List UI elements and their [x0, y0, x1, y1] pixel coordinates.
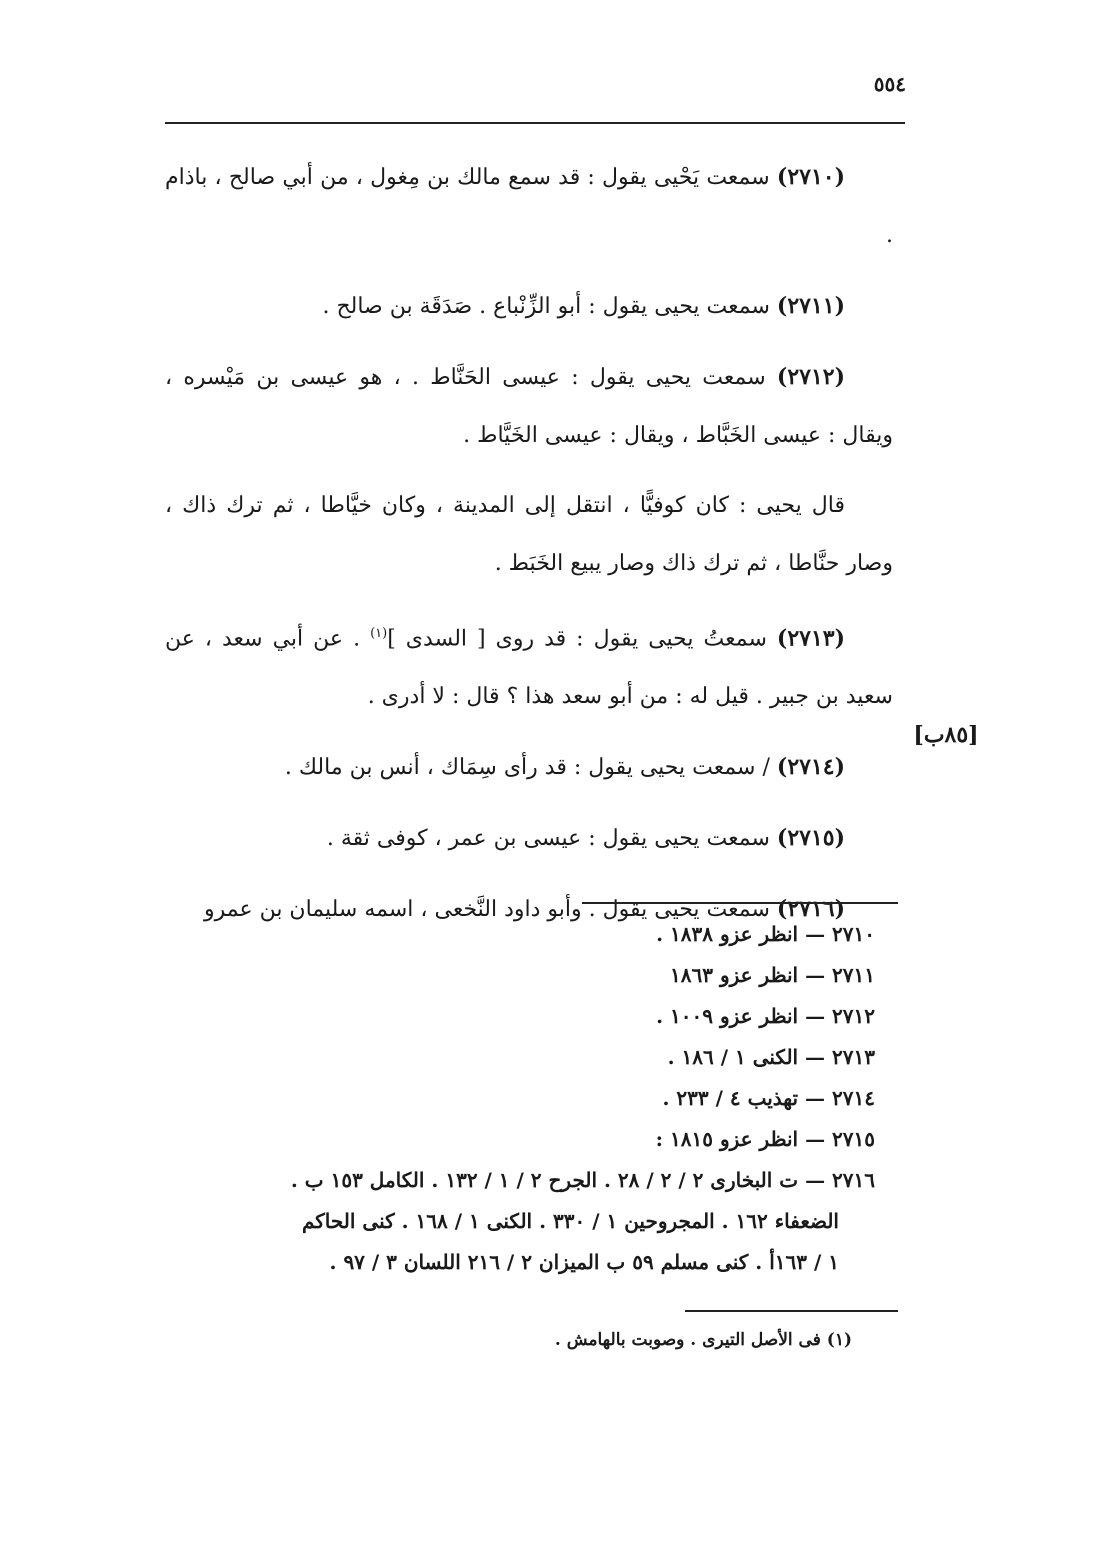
- paragraph-yahya-said: قال يحيى : كان كوفيًّا ، انتقل إلى المدينة ، وكان خيَّاطا ، ثم ترك ذاك ، وصار حنَّاطا ، ثم ترك ذاك وصار يبيع الخَبَط .: [165, 493, 893, 576]
- header-rule: [165, 122, 905, 124]
- margin-folio-note: [٨٥ب]: [913, 722, 979, 748]
- note-line: ٢٧١٠ — انظر عزو ١٨٣٨ .: [656, 922, 875, 946]
- page-number: ٥٥٤: [873, 72, 906, 96]
- note-line: ٢٧١٦ — ت البخارى ٢ / ٢ / ٢٨ . الجرح ٢ / ١ / ١٣٢ . الكامل ١٥٣ ب .: [290, 1168, 875, 1192]
- paragraph-2715: (٢٧١٥) سمعت يحيى يقول : عيسى بن عمر ، كوفى ثقة .: [326, 825, 845, 852]
- footnote: (١) فى الأصل التيرى . وصوبت بالهامش .: [554, 1330, 852, 1350]
- note-line: ٢٧١٢ — انظر عزو ١٠٠٩ .: [656, 1004, 875, 1028]
- paragraph-2713: (٢٧١٣) سمعتُ يحيى يقول : قد روى [ السدى ]$^{(١)}$ . عن أبي سعد ، عن سعيد بن جبير . قيل له : من أبو سعد هذا ؟ قال : لا أدرى .: [165, 625, 893, 710]
- source-notes: [165, 914, 875, 1283]
- footnote-marker: (١): [370, 626, 388, 641]
- note-continuation: الضعفاء ١٦٢ . المجروحين ١ / ٣٣٠ . الكنى ١ / ١٦٨ . كنى الحاكم: [301, 1209, 839, 1233]
- paragraph-2714: (٢٧١٤) / سمعت يحيى يقول : قد رأى سِمَاك ، أنس بن مالك .: [284, 754, 845, 781]
- note-line: ٢٧١٥ — انظر عزو ١٨١٥ :: [655, 1127, 875, 1151]
- main-text: [165, 148, 893, 951]
- paragraph-2716: (٢٧١٦) سمعت يحيى يقول . وأبو داود النَّخعى ، اسمه سليمان بن عمرو: [203, 896, 845, 923]
- note-line: ٢٧١٤ — تهذيب ٤ / ٢٣٣ .: [662, 1086, 875, 1110]
- notes-rule: [582, 902, 898, 904]
- note-continuation: ١ / ١٦٣أ . كنى مسلم ٥٩ ب الميزان ٢ / ٢١٦ اللسان ٣ / ٩٧ .: [329, 1250, 839, 1274]
- note-line: ٢٧١١ — انظر عزو ١٨٦٣: [670, 963, 875, 987]
- paragraph-2712: (٢٧١٢) سمعت يحيى يقول : عيسى الحَنَّاط . ، هو عيسى بن مَيْسره ، ويقال : عيسى الخَبَّاط ، ويقال : عيسى الخَيَّاط .: [165, 364, 893, 448]
- paragraph-2711: (٢٧١١) سمعت يحيى يقول : أبو الزِّنْباع . صَدَقَة بن صالح .: [322, 293, 845, 319]
- note-line: ٢٧١٣ — الكنى ١ / ١٨٦ .: [667, 1045, 875, 1069]
- paragraph-2710: (٢٧١٠) سمعت يَحْيى يقول : قد سمع مالك بن مِغول ، من أبي صالح ، باذام .: [165, 164, 893, 248]
- footnote-rule: [685, 1310, 898, 1312]
